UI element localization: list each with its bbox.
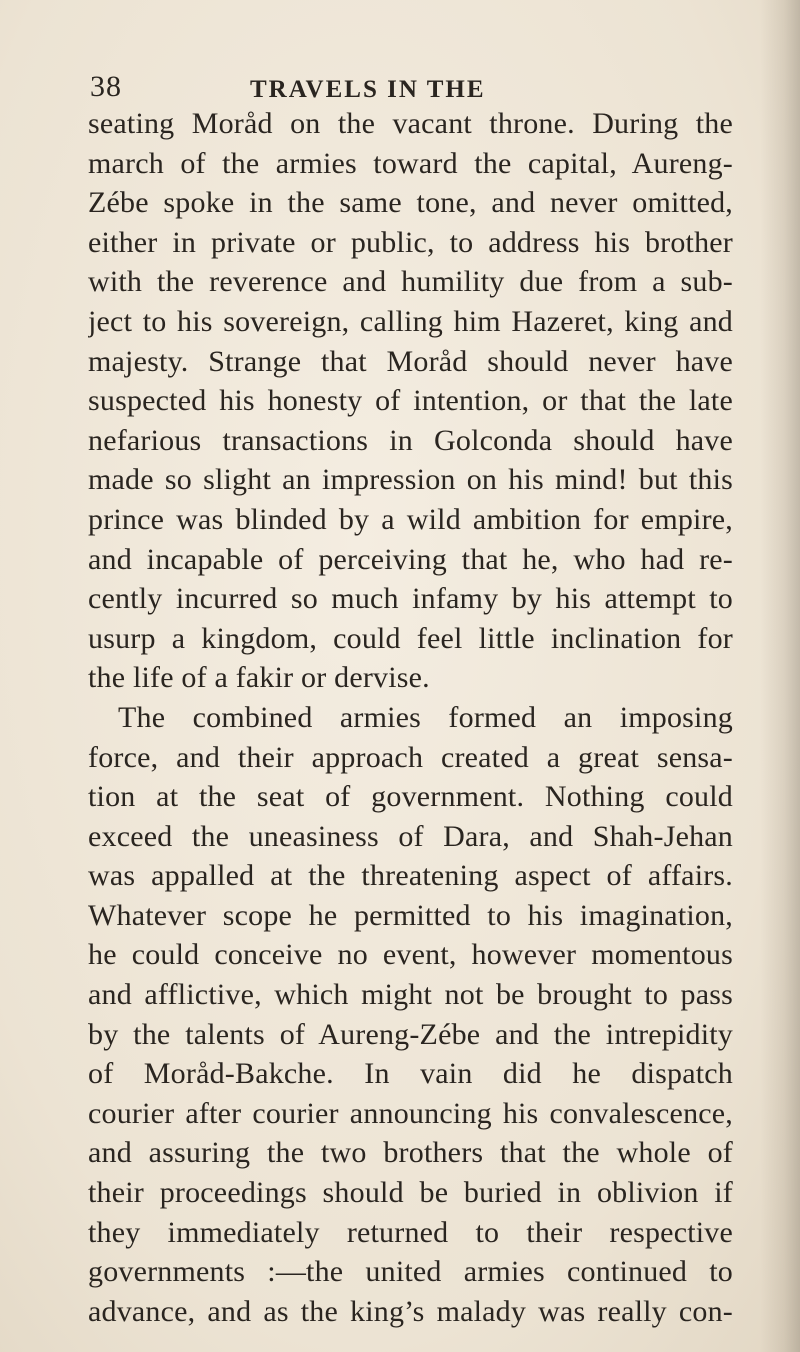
- text-line: Whatever scope he permitted to his imagination,: [88, 898, 733, 932]
- text-line: march of the armies toward the capital, Aureng-: [88, 146, 733, 180]
- text-line: suspected his honesty of intention, or that the late: [88, 384, 733, 418]
- text-line: cently incurred so much infamy by his attempt to: [88, 582, 733, 616]
- text-line: majesty. Strange that Moråd should never have: [88, 344, 733, 378]
- text-line: ject to his sovereign, calling him Hazeret, king and: [88, 304, 733, 338]
- paragraph-start-line: The combined armies formed an imposing: [118, 700, 733, 734]
- text-line: seating Moråd on the vacant throne. During the: [88, 107, 733, 140]
- body-text: [88, 104, 733, 1331]
- text-line: prince was blinded by a wild ambition for empire,: [88, 502, 733, 536]
- text-line: Zébe spoke in the same tone, and never omitted,: [88, 186, 733, 220]
- running-head: TRAVELS IN THE: [250, 76, 486, 103]
- paragraph-end-line: the life of a fakir or dervise.: [88, 661, 430, 695]
- text-line: advance, and as the king’s malady was really con-: [88, 1294, 733, 1328]
- text-line: usurp a kingdom, could feel little inclination for: [88, 621, 733, 655]
- text-line: and assuring the two brothers that the whole of: [88, 1136, 733, 1170]
- text-line: was appalled at the threatening aspect of affairs.: [88, 859, 733, 893]
- page-edge-shadow: [760, 0, 800, 1352]
- text-line: nefarious transactions in Golconda should have: [88, 423, 733, 457]
- text-line: made so slight an impression on his mind! but this: [88, 463, 733, 497]
- text-line: they immediately returned to their respective: [88, 1215, 733, 1249]
- text-line: exceed the uneasiness of Dara, and Shah-Jehan: [88, 819, 733, 853]
- page-number: 38: [90, 70, 122, 103]
- text-line: governments :—the united armies continued to: [88, 1255, 733, 1289]
- text-line: and afflictive, which might not be brought to pass: [88, 978, 733, 1012]
- text-line: he could conceive no event, however momentous: [88, 938, 733, 972]
- text-line: force, and their approach created a great sensa-: [88, 740, 733, 774]
- text-line: of Moråd-Bakche. In vain did he dispatch: [88, 1057, 733, 1091]
- text-line: either in private or public, to address his brother: [88, 225, 733, 259]
- text-line: with the reverence and humility due from a sub-: [88, 265, 733, 299]
- text-line: by the talents of Aureng-Zébe and the intrepidity: [88, 1017, 733, 1051]
- text-line: and incapable of perceiving that he, who had re-: [88, 542, 733, 576]
- text-line: tion at the seat of government. Nothing could: [88, 780, 733, 814]
- page-header: [90, 70, 730, 106]
- text-line: courier after courier announcing his convalescence,: [88, 1096, 733, 1130]
- text-line: their proceedings should be buried in oblivion if: [88, 1176, 733, 1210]
